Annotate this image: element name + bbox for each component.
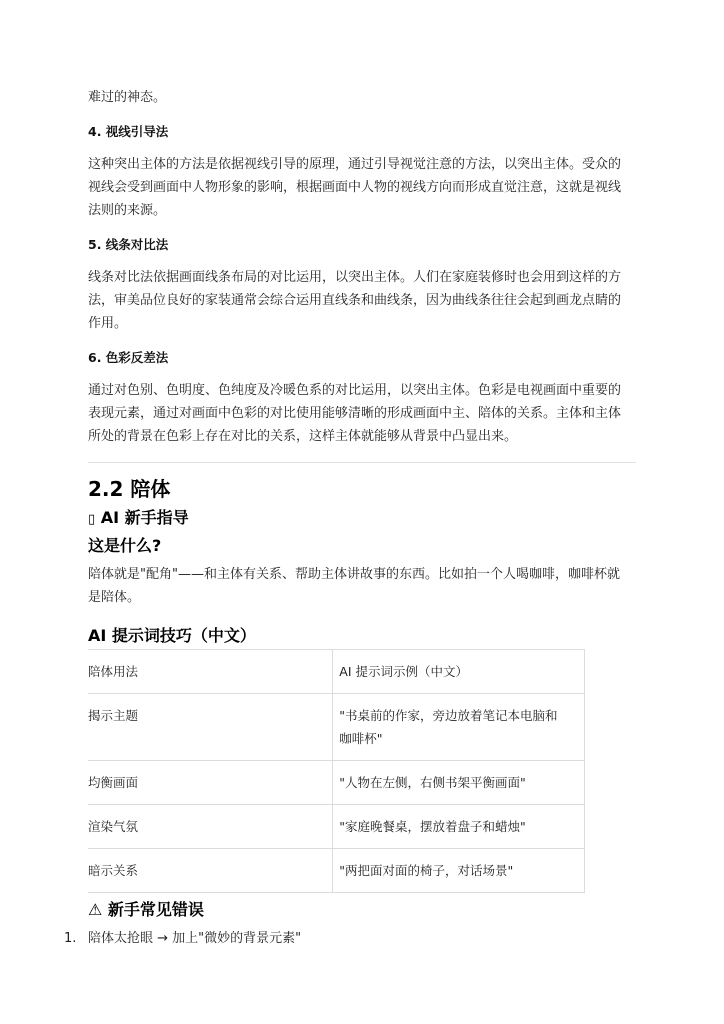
- common-mistakes-title: 新手常见错误: [107, 900, 204, 919]
- table-header-cell: AI 提示词示例（中文）: [333, 650, 585, 694]
- section-heading: 4. 视线引导法: [88, 124, 169, 139]
- document-page: [64, 86, 636, 950]
- table-row: [88, 694, 585, 761]
- body-line: 所处的背景在色彩上存在对比的关系，这样主体就能够从背景中凸显出来。: [88, 429, 518, 444]
- mistakes-list: [64, 927, 636, 950]
- table-cell: "两把面对面的椅子，对话场景": [333, 849, 585, 893]
- table-cell: "家庭晚餐桌，摆放着盘子和蜡烛": [333, 805, 585, 849]
- missing-glyph-icon: ▯: [88, 512, 96, 527]
- table-cell-line: 咖啡杯": [339, 731, 383, 746]
- table-cell: 暗示关系: [88, 849, 333, 893]
- common-mistakes-heading: [88, 897, 636, 923]
- list-item-number: 1.: [64, 931, 77, 946]
- table-header-cell: 陪体用法: [88, 650, 333, 694]
- table-row: [88, 849, 585, 893]
- table-row: [88, 805, 585, 849]
- body-line: 通过对色别、色明度、色纯度及冷暖色系的对比运用，以突出主体。色彩是电视画面中重要的: [88, 383, 622, 398]
- table-cell: "人物在左侧，右侧书架平衡画面": [333, 761, 585, 805]
- list-item-text: 陪体太抢眼 → 加上"微妙的背景元素": [88, 931, 302, 946]
- section-heading: 6. 色彩反差法: [88, 350, 169, 365]
- body-line: 陪体就是"配角"——和主体有关系、帮助主体讲故事的东西。比如拍一个人喝咖啡，咖啡杯就: [88, 567, 620, 582]
- list-item: [64, 927, 636, 950]
- section-divider: [88, 462, 636, 463]
- section-line-contrast: [88, 234, 636, 335]
- body-line: 线条对比法依据画面线条布局的对比运用，以突出主体。人们在家庭装修时也会用到这样的方: [88, 270, 622, 285]
- table-cell: 渲染气氛: [88, 805, 333, 849]
- table-cell: 均衡画面: [88, 761, 333, 805]
- body-line: 法，审美品位良好的家装通常会综合运用直线条和曲线条，因为曲线条往往会起到画龙点睛的: [88, 293, 622, 308]
- body-line: 作用。: [88, 316, 128, 331]
- body-line: 是陪体。: [88, 590, 141, 605]
- table-row: [88, 761, 585, 805]
- ai-guide-title: AI 新手指导: [100, 508, 189, 527]
- section-2-2-title: 2.2 陪体: [88, 477, 171, 501]
- table-cell-line: "书桌前的作家，旁边放着笔记本电脑和: [339, 708, 558, 723]
- table-cell: [333, 694, 585, 761]
- section-heading: 5. 线条对比法: [88, 237, 169, 252]
- section-visual-guide: [88, 121, 636, 222]
- prompt-tips-table: [88, 649, 585, 893]
- body-line: 表现元素，通过对画面中色彩的对比使用能够清晰的形成画面中主、陪体的关系。主体和主体: [88, 406, 622, 421]
- table-cell: 揭示主题: [88, 694, 333, 761]
- body-line: 法则的来源。: [88, 203, 167, 218]
- warning-icon: ⚠: [88, 900, 103, 919]
- what-is-it-heading: 这是什么?: [88, 536, 162, 555]
- section-color-contrast: [88, 347, 636, 448]
- body-line: 视线会受到画面中人物形象的影响，根据画面中人物的视线方向而形成直觉注意，这就是视线: [88, 180, 622, 195]
- body-line: 这种突出主体的方法是依据视线引导的原理，通过引导视觉注意的方法，以突出主体。受众的: [88, 157, 622, 172]
- prompt-tips-heading: AI 提示词技巧（中文）: [88, 626, 256, 645]
- intro-tail-text: 难过的神态。: [88, 90, 167, 105]
- table-header-row: [88, 650, 585, 694]
- ai-guide-heading: [88, 505, 636, 533]
